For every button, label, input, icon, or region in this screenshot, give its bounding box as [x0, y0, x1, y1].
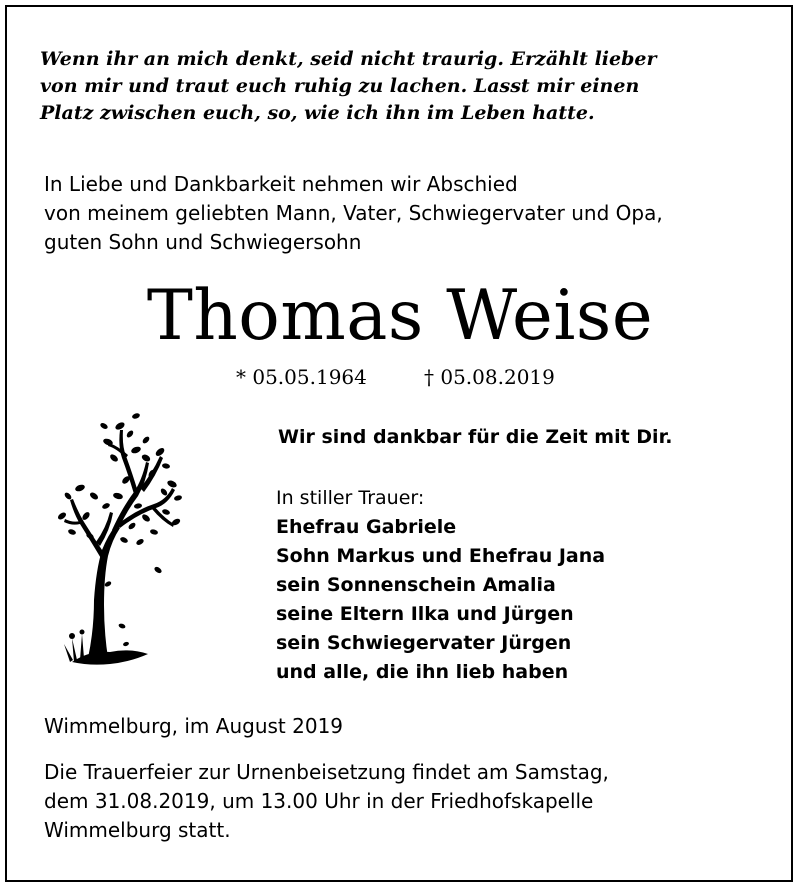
thanks-line: Wir sind dankbar für die Zeit mit Dir.: [278, 426, 673, 448]
mourner-name: seine Eltern Ilka und Jürgen: [276, 603, 574, 625]
service-line: Wimmelburg statt.: [44, 818, 231, 842]
intro-line: In Liebe und Dankbarkeit nehmen wir Abschied: [44, 172, 518, 196]
quote-line: Wenn ihr an mich denkt, seid nicht traurig. Erzählt lieber: [40, 48, 657, 70]
mourner-name: und alle, die ihn lieb haben: [276, 661, 569, 683]
service-info: [44, 758, 609, 845]
memorial-quote: [40, 46, 770, 127]
death-date: † 05.08.2019: [424, 365, 555, 389]
intro-line: von meinem geliebten Mann, Vater, Schwiegervater und Opa,: [44, 201, 663, 225]
quote-line: von mir und traut euch ruhig zu lachen. Lasst mir einen: [40, 75, 640, 97]
place-date: Wimmelburg, im August 2019: [44, 714, 344, 738]
birth-date: * 05.05.1964: [236, 365, 367, 389]
intro-line: guten Sohn und Schwiegersohn: [44, 230, 362, 254]
farewell-intro: [44, 170, 663, 257]
mourners-list: [276, 484, 605, 687]
mourner-name: Ehefrau Gabriele: [276, 516, 457, 538]
deceased-name: Thomas Weise: [146, 276, 654, 356]
service-line: Die Trauerfeier zur Urnenbeisetzung findet am Samstag,: [44, 760, 609, 784]
quote-line: Platz zwischen euch, so, wie ich ihn im Leben hatte.: [40, 102, 595, 124]
tree-icon: [50, 400, 190, 680]
service-line: dem 31.08.2019, um 13.00 Uhr in der Friedhofskapelle: [44, 789, 594, 813]
mourner-name: Sohn Markus und Ehefrau Jana: [276, 545, 606, 567]
mourner-name: sein Schwiegervater Jürgen: [276, 632, 572, 654]
mourners-heading: In stiller Trauer:: [276, 487, 425, 509]
mourner-name: sein Sonnenschein Amalia: [276, 574, 556, 596]
